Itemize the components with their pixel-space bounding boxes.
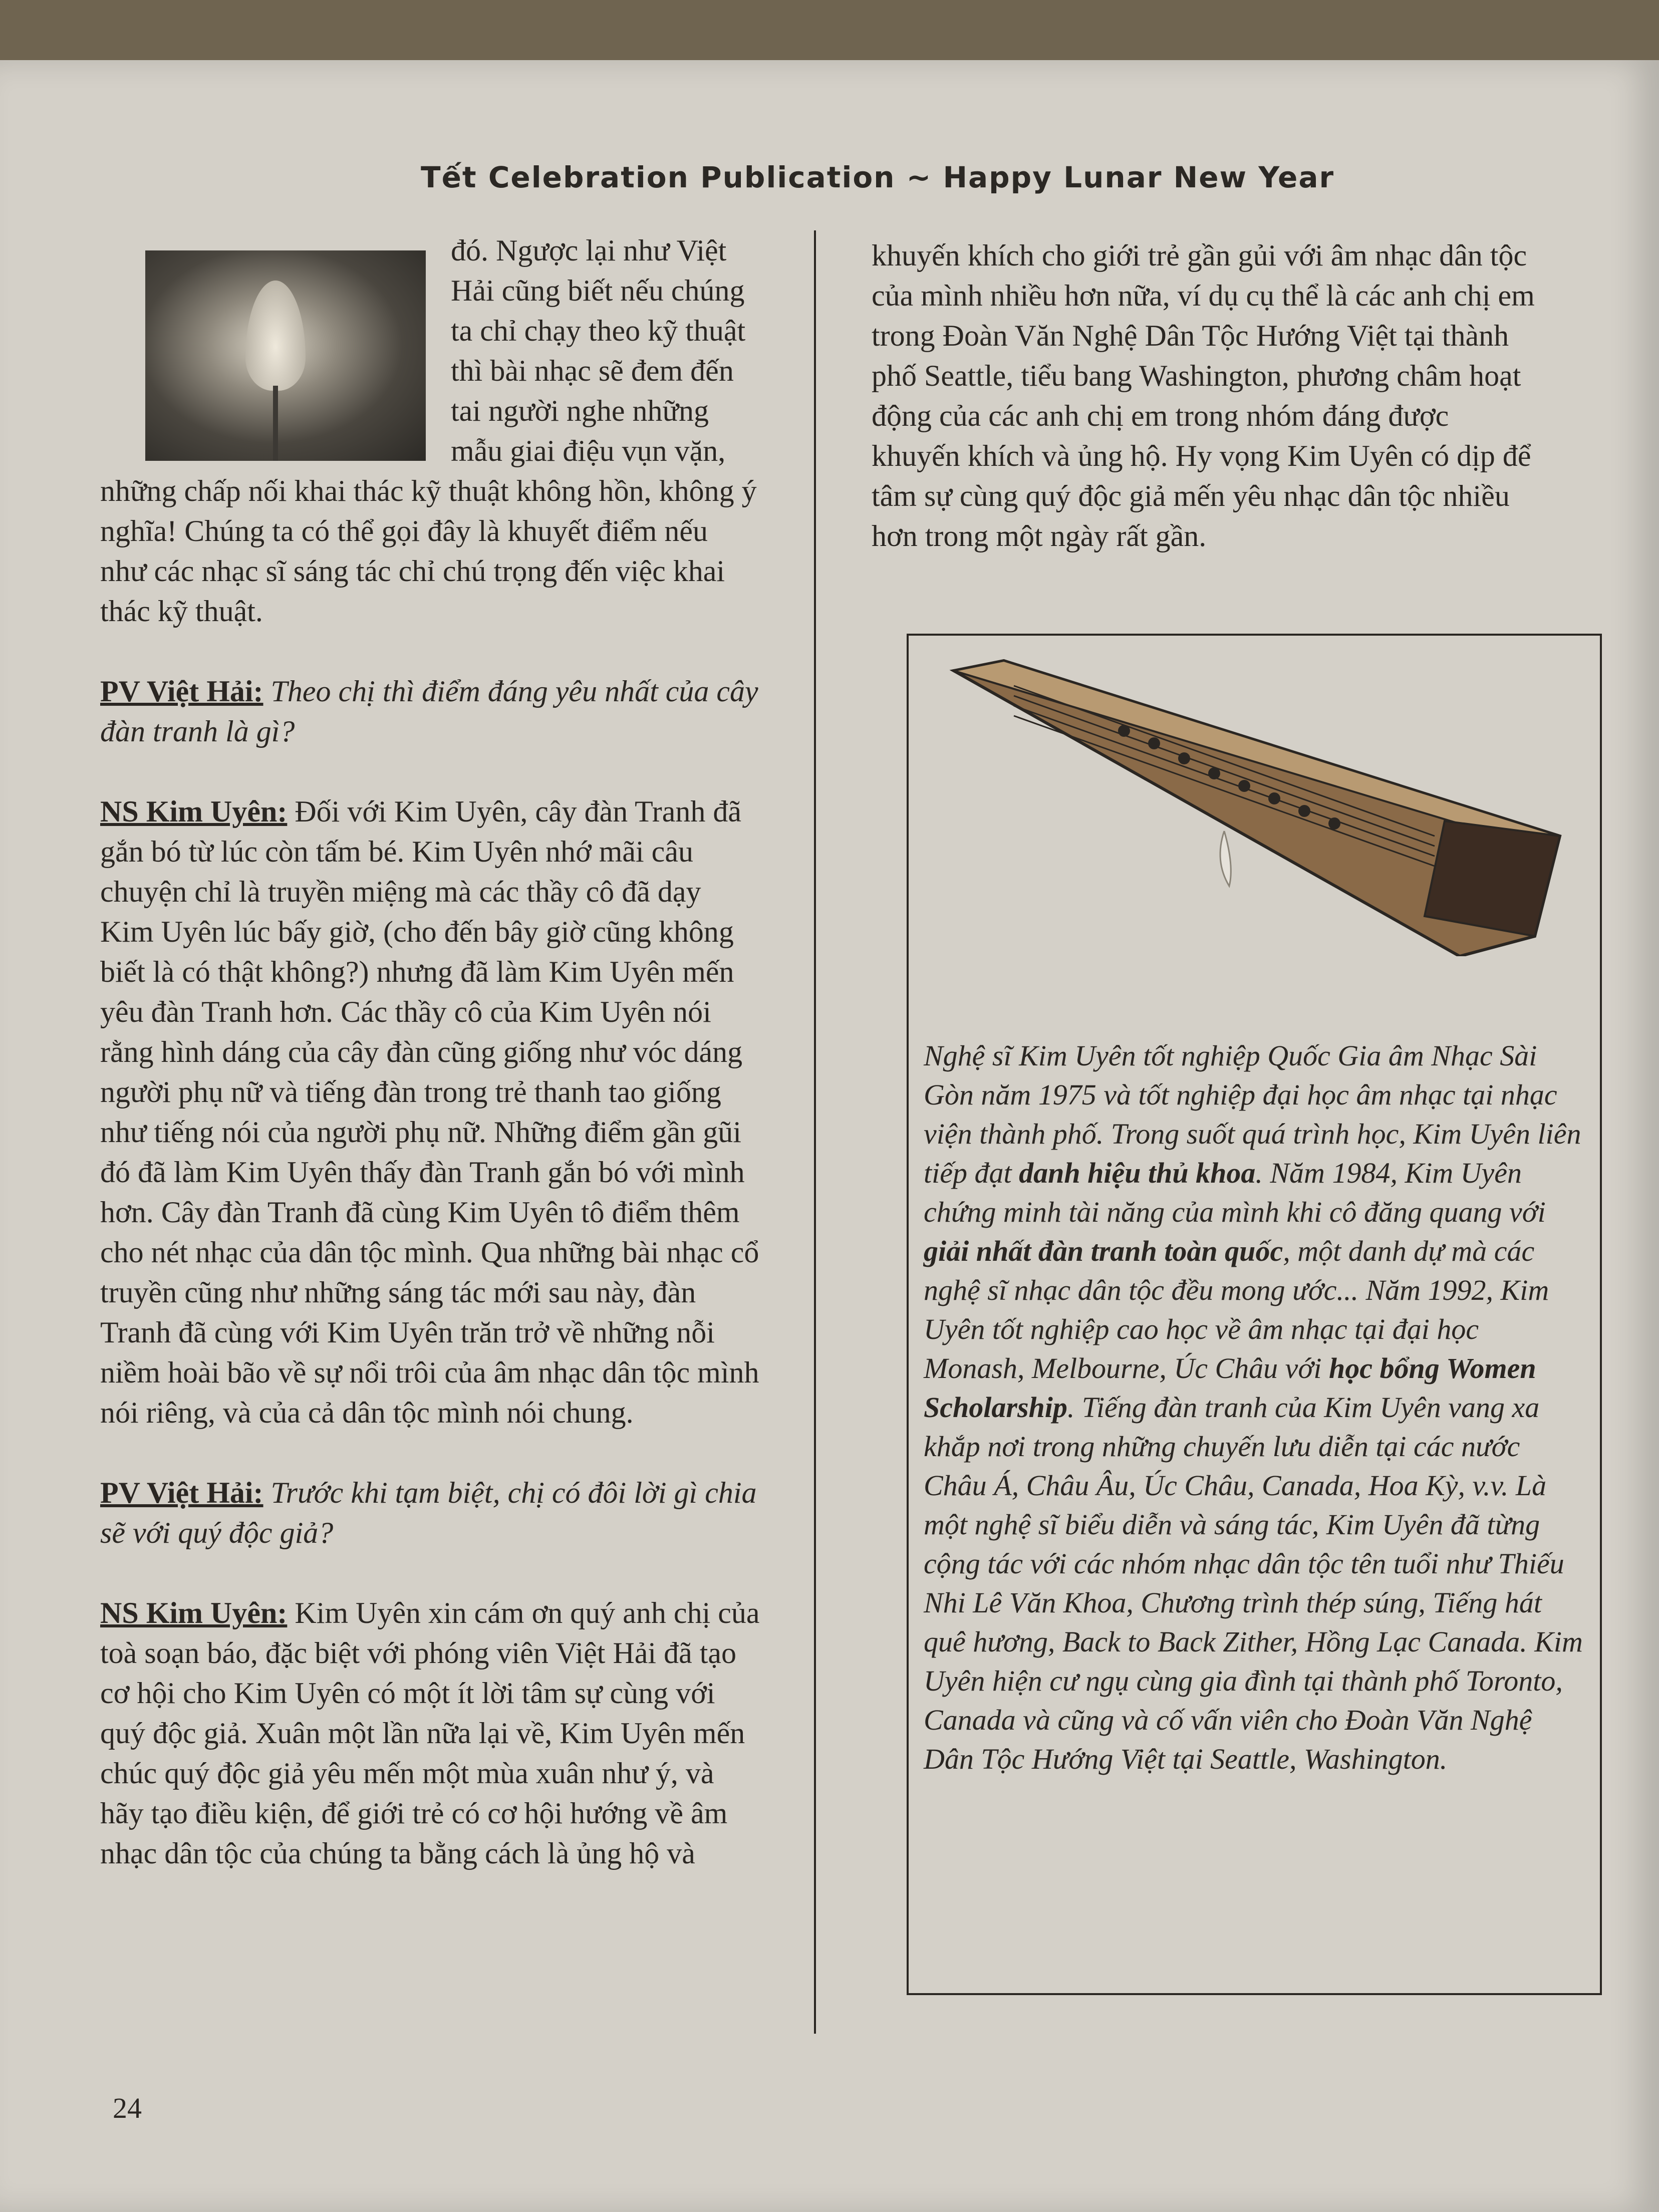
intro-paragraph: đó. Ngược lại như Việt Hải cũng biết nếu chúng ta chỉ chạy theo kỹ thuật thì bài nhạc sẽ đem đến tai người nghe những mẫu giai điệu vụn vặn, những chấp nối khai thác kỹ thuật không hồn, không ý nghĩa! Chúng ta có thể gọi đây là khuyết điểm nếu như các nhạc sĩ sáng tác chỉ chú trọng đến việc khai thác kỹ thuật. — [100, 234, 757, 628]
caption-text: . Tiếng đàn tranh của Kim Uyên vang xa khắp nơi trong những chuyến lưu diễn tại các nước Châu Á, Châu Âu, Úc Châu, Canada, Hoa Kỳ, v.v. Là một nghệ sĩ biểu diễn và sáng tác, Kim Uyên đã từng cộng tác với các nhóm nhạc dân tộc tên tuổi như Thiếu Nhi Lê Văn Khoa, Chương trình thép súng, Tiếng hát quê hương, Back to Back Zither, Hồng Lạc Canada. Kim Uyên hiện cư ngụ cùng gia đình tại thành phố Toronto, Canada và cũng và cố vấn viên cho Đoàn Văn Nghệ Dân Tộc Hướng Việt tại Seattle, Washington. — [924, 1391, 1583, 1775]
speaker-label: PV Việt Hải: — [100, 675, 263, 708]
question-2 — [100, 1473, 761, 1553]
question-text: Trước khi tạm biệt, chị có đôi lời gì chia sẽ với quý độc giả? — [100, 1476, 757, 1549]
zither-illustration-icon — [944, 656, 1570, 956]
right-paragraph: khuyến khích cho giới trẻ gần gủi với âm nhạc dân tộc của mình nhiều hơn nữa, ví dụ cụ thể là các anh chị em trong Đoàn Văn Nghệ Dân Tộc Hướng Việt tại thành phố Seattle, tiểu bang Washington, phương châm hoạt động của các anh chị em trong nhóm đáng được khuyến khích và ủng hộ. Hy vọng Kim Uyên có dịp để tâm sự cùng quý độc giả mến yêu nhạc dân tộc nhiều hơn trong một ngày rất gần. — [872, 239, 1535, 552]
question-1 — [100, 671, 761, 751]
question-text: Theo chị thì điểm đáng yêu nhất của cây đàn tranh là gì? — [100, 675, 758, 748]
page-number: 24 — [113, 2092, 142, 2124]
answer-text: Đối với Kim Uyên, cây đàn Tranh đã gắn bó từ lúc còn tấm bé. Kim Uyên nhớ mãi câu chuyện chỉ là truyền miệng mà các thầy cô đã dạy Kim Uyên lúc bấy giờ, (cho đến bây giờ cũng không biết là có thật không?) nhưng đã làm Kim Uyên mến yêu đàn Tranh hơn. Các thầy cô của Kim Uyên nói rằng hình dáng của cây đàn cũng giống như vóc dáng người phụ nữ và tiếng đàn trong trẻ thanh tao giống như tiếng nói của người phụ nữ. Những điểm gần gũi đó đã làm Kim Uyên thấy đàn Tranh gắn bó với mình hơn. Cây đàn Tranh đã cùng Kim Uyên tô điểm thêm cho nét nhạc của dân tộc mình. Qua những bài nhạc cổ truyền cũng như những sáng tác mới sau này, đàn Tranh đã cùng với Kim Uyên trăn trở về những nỗi niềm hoài bão về sự nổi trôi của âm nhạc dân tộc mình nói riêng, và của cả dân tộc mình nói chung. — [100, 795, 759, 1429]
answer-1 — [100, 791, 761, 1433]
lotus-stem-icon — [273, 386, 278, 461]
column-divider — [814, 230, 816, 2034]
page-header: Tết Celebration Publication ~ Happy Lunar New Year — [421, 160, 1335, 194]
lotus-bud-icon — [245, 281, 306, 391]
caption-box — [907, 634, 1602, 1995]
speaker-label: PV Việt Hải: — [100, 1476, 263, 1509]
caption-highlight: giải nhất đàn tranh toàn quốc — [924, 1235, 1283, 1267]
caption-highlight: danh hiệu thủ khoa — [1019, 1157, 1256, 1189]
artist-bio-caption — [924, 1036, 1585, 1779]
right-column — [872, 235, 1543, 596]
left-column — [100, 230, 761, 1913]
caption-text: Nghệ sĩ Kim Uyên tốt nghiệp Quốc Gia âm Nhạc Sài Gòn năm 1975 và tốt nghiệp đại học âm nhạc tại nhạc viện thành phố. Trong suốt quá trình học, Kim Uyên liên tiếp đạt — [924, 1039, 1581, 1189]
speaker-label: NS Kim Uyên: — [100, 1596, 288, 1629]
caption-text: . Năm 1984, Kim Uyên chứng minh tài năng của mình khi cô đăng quang với — [924, 1157, 1546, 1228]
caption-highlight: học bổng Women Scholarship — [924, 1352, 1536, 1424]
caption-text: , một danh dự mà các nghệ sĩ nhạc dân tộc đều mong ước... Năm 1992, Kim Uyên tốt nghiệp cao học về âm nhạc tại đại học Monash, Melbourne, Úc Châu với — [924, 1235, 1549, 1385]
answer-text: Kim Uyên xin cám ơn quý anh chị của toà soạn báo, đặc biệt với phóng viên Việt Hải đã tạo cơ hội cho Kim Uyên có một ít lời tâm sự cùng với quý độc giả. Xuân một lần nữa lại về, Kim Uyên mến chúc quý độc giả yêu mến một mùa xuân như ý, và hãy tạo điều kiện, để giới trẻ có cơ hội hướng về âm nhạc dân tộc của chúng ta bằng cách là ủng hộ và — [100, 1596, 760, 1870]
lotus-photo — [145, 250, 426, 461]
speaker-label: NS Kim Uyên: — [100, 795, 288, 828]
answer-2 — [100, 1593, 761, 1873]
